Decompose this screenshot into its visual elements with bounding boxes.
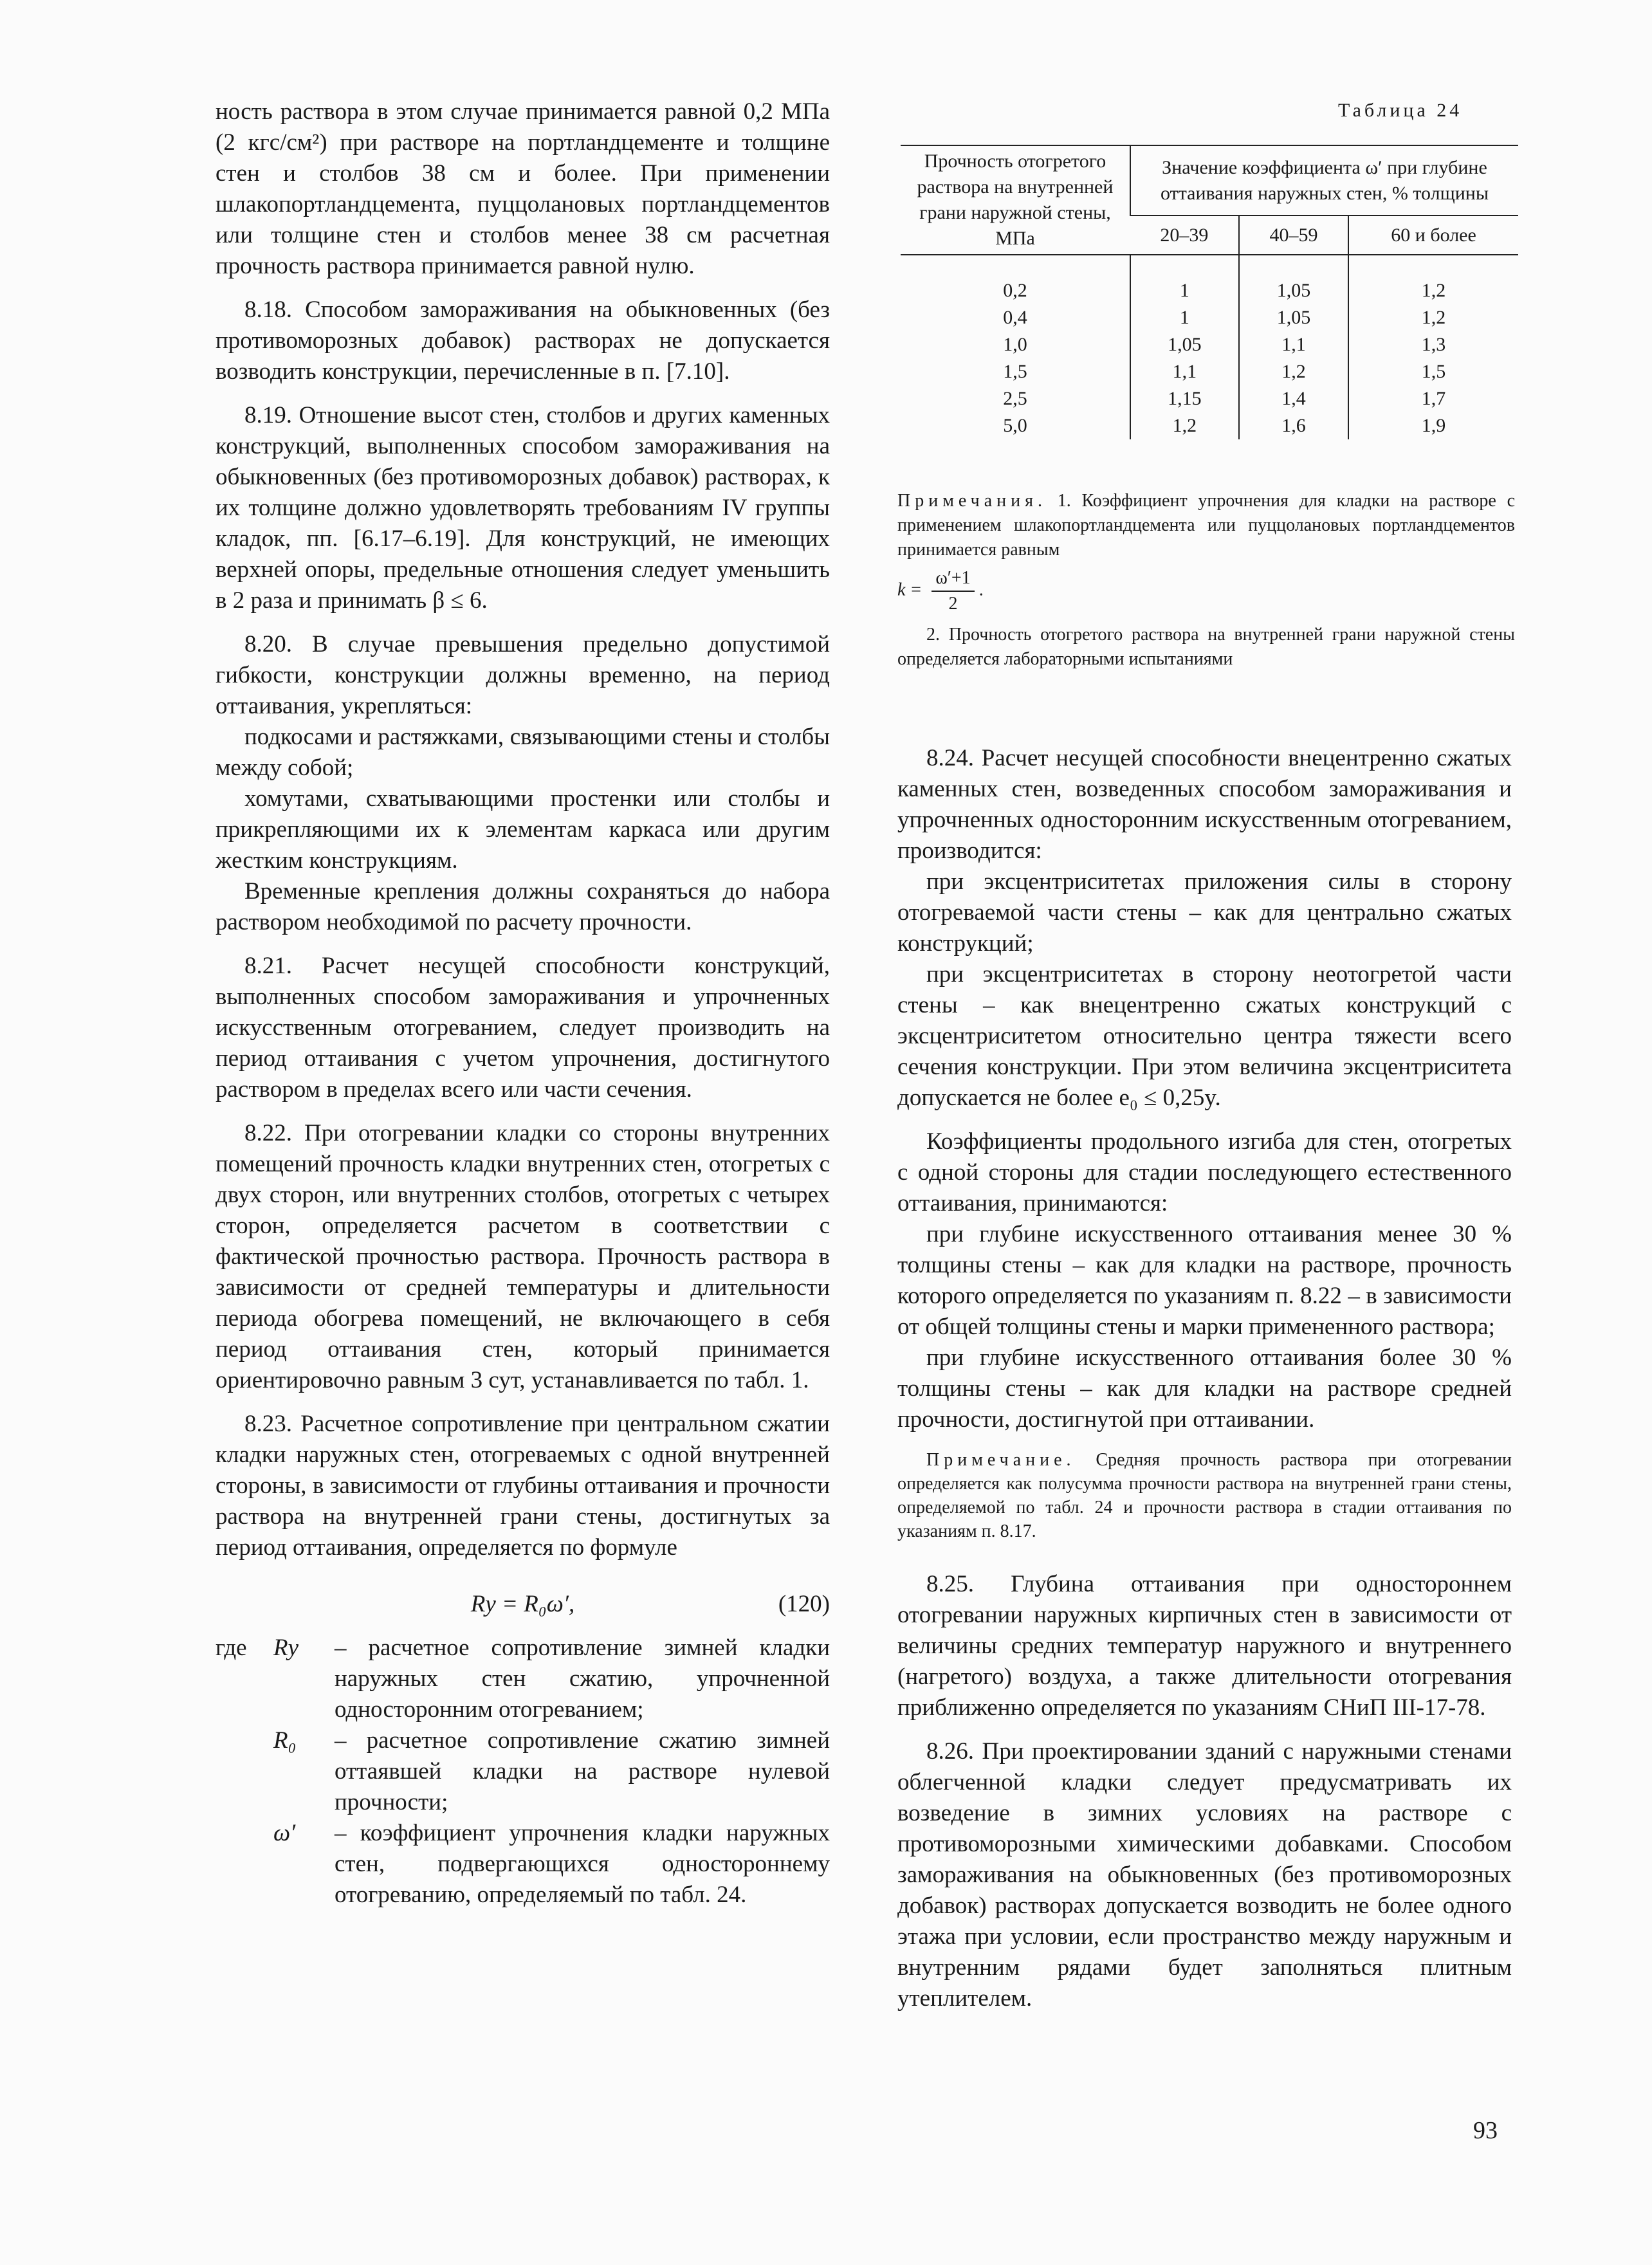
note xyxy=(897,1448,1512,1543)
table-cell: 1,5 xyxy=(1348,358,1518,385)
paragraph: при эксцентриситетах приложения силы в сторону отогреваемой части стены – как для центрально сжатых конструкций; xyxy=(897,868,1512,957)
paragraph-8-19: 8.19. Отношение высот стен, столбов и других каменных конструкций, выполненных способом замораживания на обыкновенных (без противоморозных добавок) растворах, к их толщине должно удовлетворять требованиям IV группы кладок, пп. [6.17–6.19]. Для конструкций, не имеющих верхней опоры, предельные отношения следует уменьшить в 2 раза и принимать β ≤ 6. xyxy=(216,402,830,614)
paragraph-8-22: 8.22. При отогревании кладки со стороны внутренних помещений прочность кладки внутренних стен, отогретых с двух сторон, или внутренних столбов, отогретых с четырех сторон, определяется расчетом в соответствии с фактической прочностью раствора. Прочность раствора в зависимости от средней температуры и длительности периода обогрева помещений, не включающего в себя период оттаивания стен, который принимается ориентировочно равным 3 сут, устанавливается по табл. 1. xyxy=(216,1120,830,1393)
list-item: хомутами, схватывающими простенки или столбы и прикрепляющими их к элементам каркаса или другим жестким конструкциям. xyxy=(216,785,830,874)
paragraph-8-25: 8.25. Глубина оттаивания при одностороннем отогревании наружных кирпичных стен в зависимости от величины средних температур наружного и внутреннего (нагретого) воздуха, а также длительности отогревания приближенно определяется по указаниям СНиП III-17-78. xyxy=(897,1571,1512,1721)
fraction xyxy=(932,566,974,616)
note-1-end: . xyxy=(978,580,984,600)
formula-number: (120) xyxy=(778,1591,830,1617)
table-cell: 1,0 xyxy=(1003,334,1027,355)
table-cell: 1,5 xyxy=(1003,361,1027,382)
where-label: где xyxy=(216,1635,247,1661)
paragraph-8-24: 8.24. Расчет несущей способности внецентренно сжатых каменных стен, возведенных способом замораживания и упрочненных односторонним искусственным отогреванием, производится: xyxy=(897,745,1512,864)
paragraph: при эксцентриситетах в сторону неотогретой части стены – как внецентренно сжатых конструкций с эксцентриситетом относительно центра тяжести всего сечения конструкции. При этом величина эксцентриситета допускается не более e₀ ≤ 0,25y. xyxy=(897,961,1512,1111)
paragraph-8-26: 8.26. При проектировании зданий с наружными стенами облегченной кладки следует предусматривать их возведение в зимних условиях на растворе с противоморозными химическими добавками. Способом замораживания на обыкновенных (без противоморозных добавок) растворах допускается возводить не более одного этажа при условии, если пространство между наружным и внутренним рядами будет заполняться плитным утеплителем. xyxy=(897,1738,1512,2012)
table-cell: 1 xyxy=(1130,304,1239,331)
table-row xyxy=(901,412,1518,439)
definition-text: – расчетное сопротивление сжатию зимней оттаявшей кладки на растворе нулевой прочности; xyxy=(335,1727,830,1815)
table-subheader: 20–39 xyxy=(1130,215,1239,255)
definitions-list xyxy=(216,1633,830,1911)
table-subheader: 60 и более xyxy=(1348,215,1518,255)
table-header-coefficient: Значение коэффициента ω′ при глубине оттаивания наружных стен, % толщины xyxy=(1130,145,1518,215)
page-number: 93 xyxy=(1473,2117,1498,2144)
definition-text: – расчетное сопротивление зимней кладки наружных стен сжатию, упрочненной односторонним отогреванием; xyxy=(335,1635,830,1723)
table-cell: 1 xyxy=(1130,255,1239,304)
table-notes xyxy=(897,489,1515,684)
paragraph-8-23: 8.23. Расчетное сопротивление при центральном сжатии кладки наружных стен, отогреваемых с одной внутренней стороны, в зависимости от глубины оттаивания и прочности раствора на внутренней грани стены, достигнутых за период оттаивания, определяется по формуле xyxy=(216,1411,830,1561)
table-cell: 1,9 xyxy=(1348,412,1518,439)
table-cell: 1,2 xyxy=(1348,255,1518,304)
note-1: 1. Коэффициент упрочнения для кладки на растворе с применением шлакопортландцемента или пуццолановых портландцементов принимается равным xyxy=(897,491,1516,560)
table-title: Таблица 24 xyxy=(1338,100,1463,121)
note-label: Примечание. xyxy=(926,1450,1076,1470)
table-cell: 1,7 xyxy=(1348,385,1518,412)
table-subheader: 40–59 xyxy=(1239,215,1348,255)
fraction-numerator: ω′+1 xyxy=(932,566,974,592)
paragraph-8-18: 8.18. Способом замораживания на обыкновенных (без противоморозных добавок) растворах не допускается возводить конструкции, перечисленные в п. [7.10]. xyxy=(216,297,830,385)
note-text: Средняя прочность раствора при отогревании определяется как полусумма прочности раствора на внутренней грани стены, определяемой по табл. 24 и прочности раствора в стадии оттаивания по указаниям п. 8.17. xyxy=(897,1450,1512,1541)
table-cell: 0,2 xyxy=(1003,280,1027,301)
note-2: 2. Прочность отогретого раствора на внутренней грани наружной стены определяется лабораторными испытаниями xyxy=(897,625,1515,669)
table-cell: 1,05 xyxy=(1239,304,1348,331)
notes-label: Примечания. xyxy=(897,491,1047,511)
table-row xyxy=(901,385,1518,412)
table-cell: 1,2 xyxy=(1348,304,1518,331)
table-cell: 0,4 xyxy=(1003,307,1027,328)
definition-symbol: R₀ xyxy=(273,1727,297,1754)
table-row xyxy=(901,255,1518,304)
paragraph-8-20: 8.20. В случае превышения предельно допустимой гибкости, конструкции должны временно, на период оттаивания, укрепляться: xyxy=(216,631,830,719)
list-item: подкосами и растяжками, связывающими стены и столбы между собой; xyxy=(216,724,830,781)
note-1-k: k = xyxy=(897,580,922,600)
formula-text: Rу = R₀ω′, xyxy=(470,1591,575,1617)
right-column xyxy=(897,743,1512,2027)
definition-symbol: ω′ xyxy=(273,1820,296,1846)
table-cell: 1,1 xyxy=(1239,331,1348,358)
paragraph: при глубине искусственного оттаивания менее 30 % толщины стены – как для кладки на растворе, прочность которого определяется по указаниям п. 8.22 – в зависимости от общей толщины стены и марки примененного раствора; xyxy=(897,1221,1512,1340)
definition-text: – коэффициент упрочнения кладки наружных стен, подвергающихся одностороннему отогреванию, определяемый по табл. 24. xyxy=(335,1820,830,1908)
paragraph: при глубине искусственного оттаивания более 30 % толщины стены – как для кладки на растворе средней прочности, достигнутой при оттаивании. xyxy=(897,1344,1512,1433)
table-header-strength: Прочность отогретого раствора на внутренней грани наружной стены, МПа xyxy=(901,145,1130,255)
table-cell: 1,15 xyxy=(1130,385,1239,412)
table-cell: 1,2 xyxy=(1239,358,1348,385)
table-cell: 1,6 xyxy=(1239,412,1348,439)
table-cell: 5,0 xyxy=(1003,415,1027,436)
table-cell: 1,4 xyxy=(1239,385,1348,412)
table-cell: 1,05 xyxy=(1239,255,1348,304)
paragraph: Коэффициенты продольного изгиба для стен, отогретых с одной стороны для стадии последующего естественного оттаивания, принимаются: xyxy=(897,1128,1512,1216)
table-cell: 1,1 xyxy=(1130,358,1239,385)
table-cell: 1,3 xyxy=(1348,331,1518,358)
fraction-denominator: 2 xyxy=(948,594,958,614)
table-row xyxy=(901,331,1518,358)
table-row xyxy=(901,358,1518,385)
paragraph: Временные крепления должны сохраняться до набора раствором необходимой по расчету прочности. xyxy=(216,878,830,935)
left-column xyxy=(216,96,830,1911)
definition-symbol: Rу xyxy=(273,1635,299,1661)
table-24 xyxy=(901,145,1518,439)
paragraph-8-21: 8.21. Расчет несущей способности конструкций, выполненных способом замораживания и упрочненных искусственным отогреванием, следует производить на период оттаивания с учетом упрочнения, достигнутого раствором в пределах всего или части сечения. xyxy=(216,953,830,1103)
paragraph: ность раствора в этом случае принимается равной 0,2 МПа (2 кгс/см²) при растворе на портландцементе и толщине стен и столбов 38 см и более. При применении шлакопортландцемента, пуццолановых портландцементов или толщине стен и столбов менее 38 см расчетная прочность раствора принимается равной нулю. xyxy=(216,98,830,279)
table-cell: 1,2 xyxy=(1130,412,1239,439)
table-cell: 1,05 xyxy=(1130,331,1239,358)
formula-120 xyxy=(216,1589,830,1620)
table-cell: 2,5 xyxy=(1003,388,1027,409)
table-row xyxy=(901,304,1518,331)
